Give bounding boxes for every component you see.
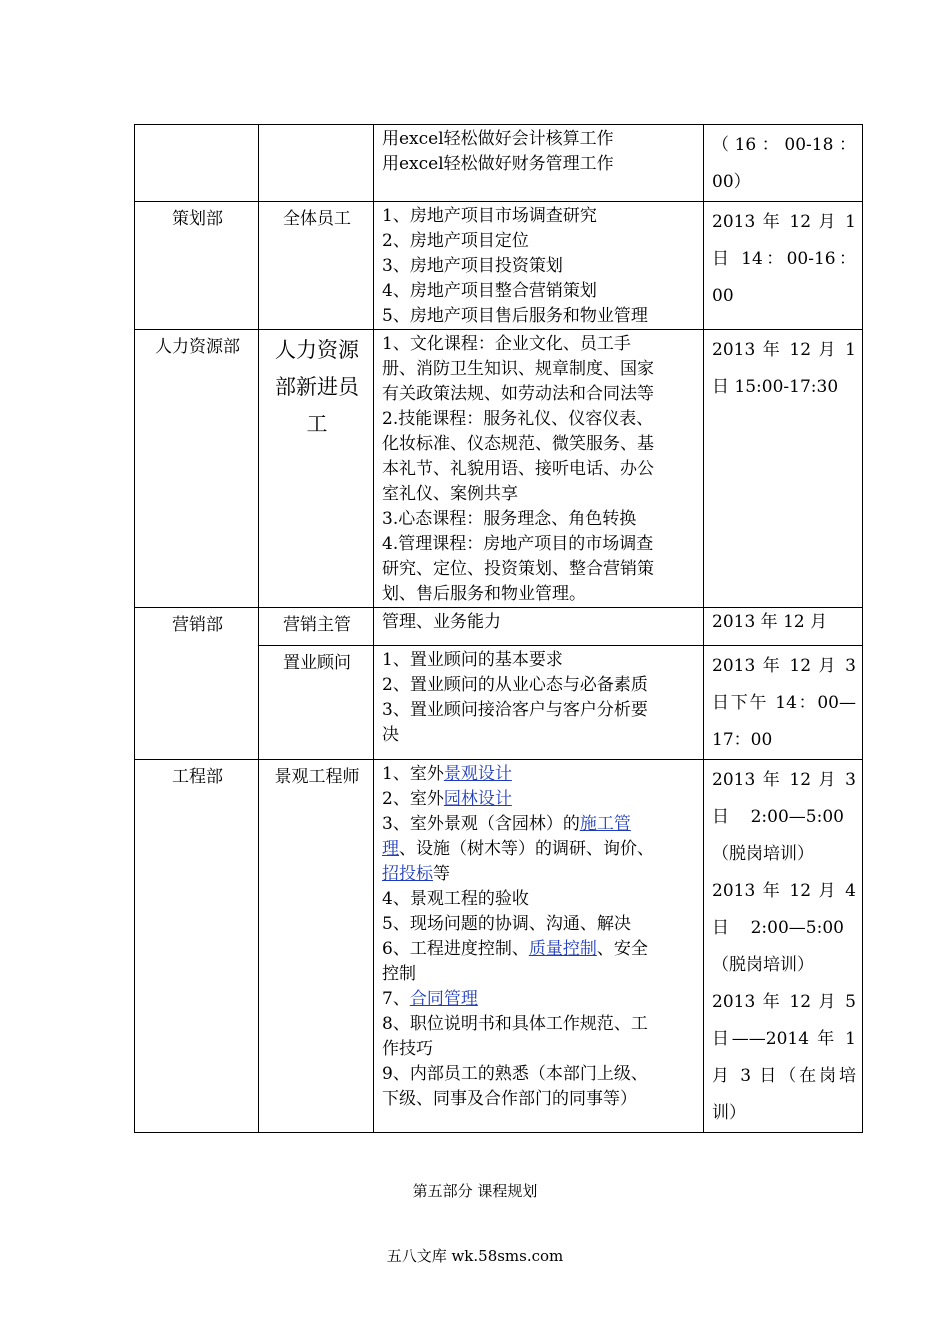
time-line: 日 2:00—5:00 xyxy=(712,918,844,938)
content-line: 8、职位说明书和具体工作规范、工 xyxy=(382,1014,648,1034)
time-cell xyxy=(704,608,863,646)
content-line xyxy=(382,862,697,887)
content-line: 化妆标准、仪态规范、微笑服务、基 xyxy=(382,434,654,454)
content-line: 4、景观工程的验收 xyxy=(382,889,529,909)
text: 7、 xyxy=(382,989,410,1009)
quality-control-link[interactable]: 质量控制 xyxy=(528,939,597,959)
content-line: 2、置业顾问的从业心态与必备素质 xyxy=(382,675,648,695)
content-line: 作技巧 xyxy=(382,1039,433,1059)
dept-cell: 工程部 xyxy=(135,760,259,1133)
content-line xyxy=(382,762,697,787)
audience-line: 工 xyxy=(306,412,328,436)
content-line: 有关政策法规、如劳动法和合同法等 xyxy=(382,384,654,404)
time-line: 月 3 日（在岗培 xyxy=(712,1066,856,1086)
content-line: 4、房地产项目整合营销策划 xyxy=(382,281,597,301)
content-cell xyxy=(374,125,704,202)
construction-management-link-cont[interactable]: 理 xyxy=(382,839,399,859)
training-schedule-table xyxy=(134,124,863,1133)
content-line: 决 xyxy=(382,725,399,745)
time-line: 日 15:00-17:30 xyxy=(712,377,839,397)
content-line: 管理、业务能力 xyxy=(382,612,501,632)
bidding-link[interactable]: 招投标 xyxy=(382,864,433,884)
content-line: 1、房地产项目市场调查研究 xyxy=(382,206,597,226)
time-line: 17：00 xyxy=(712,730,773,750)
content-line: 2、房地产项目定位 xyxy=(382,231,529,251)
time-cell xyxy=(704,330,863,608)
time-line: 2013 年 12 月 3 xyxy=(712,770,856,790)
dept-cell: 人力资源部 xyxy=(135,330,259,608)
content-cell xyxy=(374,646,704,760)
audience-line: 人力资源 xyxy=(275,338,359,362)
audience-cell xyxy=(259,330,374,608)
text: 3、室外景观（含园林）的 xyxy=(382,814,580,834)
time-line: 2013 年 12 月 1 xyxy=(712,340,856,360)
time-cell xyxy=(704,125,863,202)
time-line: 2013 年 12 月 5 xyxy=(712,992,856,1012)
time-line: 日——2014 年 1 xyxy=(712,1029,856,1049)
audience-cell xyxy=(259,125,374,202)
content-line: 1、文化课程：企业文化、员工手 xyxy=(382,334,631,354)
text: 6、工程进度控制、 xyxy=(382,939,529,959)
audience-line: 部新进员 xyxy=(275,375,359,399)
time-line: 训） xyxy=(712,1103,746,1123)
content-line: 5、房地产项目售后服务和物业管理 xyxy=(382,306,648,326)
table-row xyxy=(135,202,863,330)
section-title: 第五部分 课程规划 xyxy=(412,1182,538,1200)
content-line xyxy=(382,937,697,962)
time-line: 2013 年 12 月 xyxy=(712,612,828,632)
dept-cell: 营销部 xyxy=(135,608,259,760)
content-line: 5、现场问题的协调、沟通、解决 xyxy=(382,914,631,934)
site-watermark: 五八文库 wk.58sms.com xyxy=(386,1247,564,1265)
content-line: 室礼仪、案例共享 xyxy=(382,484,518,504)
content-line: 册、消防卫生知识、规章制度、国家 xyxy=(382,359,654,379)
time-line: 2013 年 12 月 4 xyxy=(712,881,856,901)
time-cell xyxy=(704,646,863,760)
content-line: 1、置业顾问的基本要求 xyxy=(382,650,563,670)
audience-cell: 置业顾问 xyxy=(259,646,374,760)
content-line xyxy=(382,837,697,862)
content-line: 用excel轻松做好财务管理工作 xyxy=(382,154,614,174)
content-line: 划、售后服务和物业管理。 xyxy=(382,584,586,604)
content-line: 2.技能课程：服务礼仪、仪容仪表、 xyxy=(382,409,654,429)
time-line: 00 xyxy=(712,286,734,306)
content-cell xyxy=(374,608,704,646)
time-cell xyxy=(704,202,863,330)
table-row xyxy=(135,760,863,1133)
content-line xyxy=(382,812,697,837)
content-line: 控制 xyxy=(382,964,416,984)
landscape-design-link[interactable]: 景观设计 xyxy=(443,764,512,784)
time-line: 2013 年 12 月 1 xyxy=(712,212,856,232)
content-line: 9、内部员工的熟悉（本部门上级、 xyxy=(382,1064,648,1084)
content-cell xyxy=(374,202,704,330)
content-line: 用excel轻松做好会计核算工作 xyxy=(382,129,614,149)
content-line: 4.管理课程：房地产项目的市场调查 xyxy=(382,534,654,554)
dept-cell: 策划部 xyxy=(135,202,259,330)
time-line: 日下午 14：00— xyxy=(712,693,856,713)
text: 2、室外 xyxy=(382,789,444,809)
content-line: 3.心态课程：服务理念、角色转换 xyxy=(382,509,637,529)
text: 、安全 xyxy=(596,939,648,959)
content-line: 本礼节、礼貌用语、接听电话、办公 xyxy=(382,459,654,479)
time-line: （脱岗培训） xyxy=(712,844,814,864)
text: 、设施（树木等）的调研、询价、 xyxy=(399,839,654,859)
content-line: 3、置业顾问接洽客户与客户分析要 xyxy=(382,700,648,720)
construction-management-link[interactable]: 施工管 xyxy=(579,814,631,834)
garden-design-link[interactable]: 园林设计 xyxy=(443,789,512,809)
content-line: 研究、定位、投资策划、整合营销策 xyxy=(382,559,654,579)
contract-management-link[interactable]: 合同管理 xyxy=(409,989,478,1009)
text: 等 xyxy=(433,864,450,884)
content-line xyxy=(382,787,697,812)
content-line: 3、房地产项目投资策划 xyxy=(382,256,563,276)
text: 1、室外 xyxy=(382,764,444,784)
content-line xyxy=(382,987,697,1012)
audience-cell: 景观工程师 xyxy=(259,760,374,1133)
time-line: 2013 年 12 月 3 xyxy=(712,656,856,676)
content-cell xyxy=(374,760,704,1133)
time-line: （脱岗培训） xyxy=(712,955,814,975)
table-row xyxy=(135,330,863,608)
audience-cell: 全体员工 xyxy=(259,202,374,330)
time-line: 日 2:00—5:00 xyxy=(712,807,844,827)
time-line: （16：00-18： xyxy=(712,135,856,155)
table-row xyxy=(135,608,863,646)
audience-cell: 营销主管 xyxy=(259,608,374,646)
table-row xyxy=(135,125,863,202)
content-line: 下级、同事及合作部门的同事等） xyxy=(382,1089,637,1109)
time-line: 00） xyxy=(712,172,751,192)
dept-cell xyxy=(135,125,259,202)
time-line: 日 14：00-16： xyxy=(712,249,856,269)
time-cell xyxy=(704,760,863,1133)
content-cell xyxy=(374,330,704,608)
